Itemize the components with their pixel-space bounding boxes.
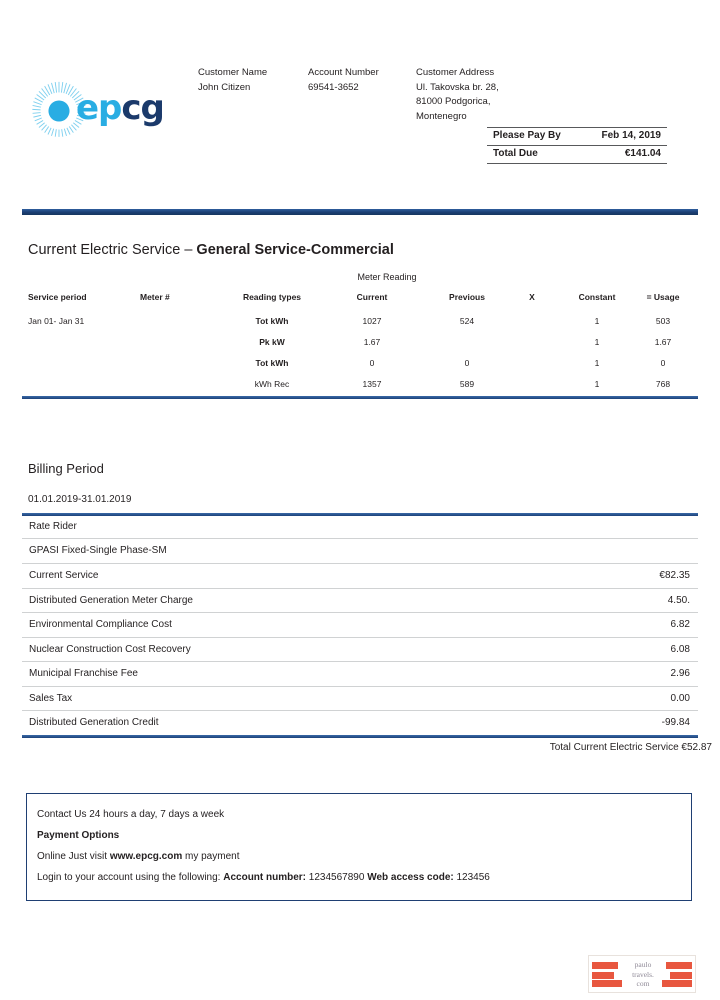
online-payment-line [37, 846, 681, 867]
account-number-key: Account number: [223, 872, 307, 883]
charge-amount: 6.08 [670, 644, 690, 655]
charges-divider-bottom [22, 735, 698, 738]
charge-label: Environmental Compliance Cost [29, 619, 172, 630]
cell-previous: 589 [459, 379, 475, 389]
rate-plan-label: GPASI Fixed-Single Phase-SM [29, 545, 167, 556]
service-section-divider-bottom [22, 396, 698, 399]
wordmark-ep: ep [76, 88, 122, 128]
watermark-text-line-1: paulo [634, 960, 652, 969]
watermark-logo [588, 955, 696, 993]
cell-constant: 1 [594, 379, 600, 389]
charge-label: Sales Tax [29, 693, 73, 704]
customer-name-value: John Citizen [198, 81, 251, 93]
account-number-label: Account Number [308, 67, 379, 78]
charge-separator [22, 661, 698, 662]
watermark-bar-left-mid [592, 972, 614, 979]
cell-current: 1.67 [363, 337, 381, 347]
billing-period-dates: 01.01.2019-31.01.2019 [28, 494, 132, 505]
pay-by-value: Feb 14, 2019 [601, 130, 661, 141]
watermark-inner [592, 959, 692, 989]
charge-row [22, 565, 698, 589]
charge-label: Current Service [29, 570, 99, 581]
charge-separator [22, 686, 698, 687]
total-current-electric-service: Total Current Electric Service €52.87 [549, 742, 712, 753]
col-header-reading-types: Reading types [242, 292, 302, 302]
rate-rider-label: Rate Rider [29, 521, 77, 532]
cell-previous: 524 [459, 316, 475, 326]
col-header-service-period: Service period [28, 292, 87, 302]
service-title-regular: Current Electric Service – [28, 242, 197, 258]
col-header-current: Current [356, 292, 388, 302]
charge-amount: 4.50. [667, 595, 690, 606]
charge-amount: 2.96 [670, 668, 690, 679]
col-header-previous: Previous [449, 292, 485, 302]
service-section-divider-top [22, 209, 698, 215]
cell-current: 1357 [362, 379, 382, 389]
account-number-credential: 1234567890 [306, 872, 368, 883]
charge-separator [22, 588, 698, 589]
pay-by-row [487, 128, 667, 145]
total-due-row [487, 146, 667, 163]
payment-options-heading: Payment Options [37, 830, 120, 841]
col-header-multiplier: X [529, 292, 535, 302]
charge-label: Municipal Franchise Fee [29, 668, 138, 679]
paybox-rule-bottom [487, 163, 667, 164]
col-header-constant: Constant [578, 292, 616, 302]
charge-separator [22, 637, 698, 638]
contact-hours-line: Contact Us 24 hours a day, 7 days a week [37, 809, 225, 820]
watermark-bar-right-mid [670, 972, 692, 979]
watermark-text [616, 960, 670, 989]
meter-reading-group-label: Meter Reading [357, 272, 417, 282]
wordmark-cg: cg [121, 88, 164, 128]
charge-row [22, 712, 698, 736]
epcg-wordmark [76, 88, 164, 128]
charge-row [22, 688, 698, 712]
login-prefix: Login to your account using the following: [37, 872, 224, 883]
login-credentials-line [37, 867, 681, 888]
web-access-code-key: Web access code: [367, 872, 454, 883]
online-payment-suffix: my payment [182, 851, 240, 862]
meter-table-header-row [22, 292, 698, 313]
cell-usage: 768 [655, 379, 671, 389]
charge-row [22, 614, 698, 638]
bill-header [0, 58, 720, 178]
cell-previous: 0 [464, 358, 470, 368]
charge-label: Distributed Generation Meter Charge [29, 595, 193, 606]
table-row [22, 358, 698, 379]
watermark-text-line-3: com [636, 979, 650, 988]
total-due-value: €141.04 [624, 148, 661, 159]
customer-name-label: Customer Name [198, 67, 268, 78]
cell-reading-type: Tot kWh [255, 316, 289, 326]
charge-amount: 6.82 [670, 619, 690, 630]
address-line-3: Montenegro [416, 110, 467, 122]
account-number-field [308, 66, 418, 95]
charge-amount: 0.00 [670, 693, 690, 704]
cell-usage: 0 [660, 358, 666, 368]
charge-row [22, 639, 698, 663]
contact-box [26, 793, 692, 901]
charge-row [22, 590, 698, 614]
cell-usage: 1.67 [654, 337, 672, 347]
cell-current: 1027 [362, 316, 382, 326]
customer-address-label: Customer Address [416, 67, 495, 78]
cell-constant: 1 [594, 337, 600, 347]
cell-reading-type: kWh Rec [254, 379, 290, 389]
col-header-meter-number: Meter # [140, 292, 170, 302]
table-row [22, 337, 698, 358]
service-title-bold: General Service-Commercial [196, 242, 394, 258]
address-line-2: 81000 Podgorica, [416, 96, 491, 107]
customer-address-field [416, 66, 606, 124]
cell-current: 0 [369, 358, 375, 368]
cell-constant: 1 [594, 316, 600, 326]
pay-by-label: Please Pay By [493, 130, 561, 141]
web-access-code-credential: 123456 [453, 872, 490, 883]
payment-summary [487, 127, 667, 164]
charge-label: Nuclear Construction Cost Recovery [29, 644, 191, 655]
rate-rider-row [22, 516, 698, 540]
cell-reading-type: Tot kWh [255, 358, 289, 368]
billing-period-title: Billing Period [28, 461, 104, 476]
charge-separator [22, 538, 698, 539]
cell-service-period: Jan 01- Jan 31 [28, 316, 85, 326]
charge-separator [22, 612, 698, 613]
epcg-logo [28, 80, 178, 142]
watermark-bar-left-top [592, 962, 618, 969]
col-header-usage: = Usage [646, 292, 680, 302]
cell-constant: 1 [594, 358, 600, 368]
charge-separator [22, 563, 698, 564]
epcg-website-link[interactable]: www.epcg.com [109, 851, 183, 862]
cell-usage: 503 [655, 316, 671, 326]
service-section-title [28, 242, 394, 258]
table-row [22, 316, 698, 337]
rate-plan-row [22, 540, 698, 564]
address-line-1: Ul. Takovska br. 28, [416, 81, 499, 93]
charge-separator [22, 710, 698, 711]
cell-reading-type: Pk kW [259, 337, 285, 347]
customer-name-field [198, 66, 308, 95]
charge-amount: -99.84 [661, 717, 690, 728]
online-payment-prefix: Online Just visit [37, 851, 110, 862]
charge-amount: €82.35 [659, 570, 690, 581]
charge-label: Distributed Generation Credit [29, 717, 159, 728]
total-due-label: Total Due [493, 148, 538, 159]
charge-row [22, 663, 698, 687]
watermark-text-line-2: travels. [632, 969, 654, 979]
account-number-value: 69541-3652 [308, 81, 359, 93]
